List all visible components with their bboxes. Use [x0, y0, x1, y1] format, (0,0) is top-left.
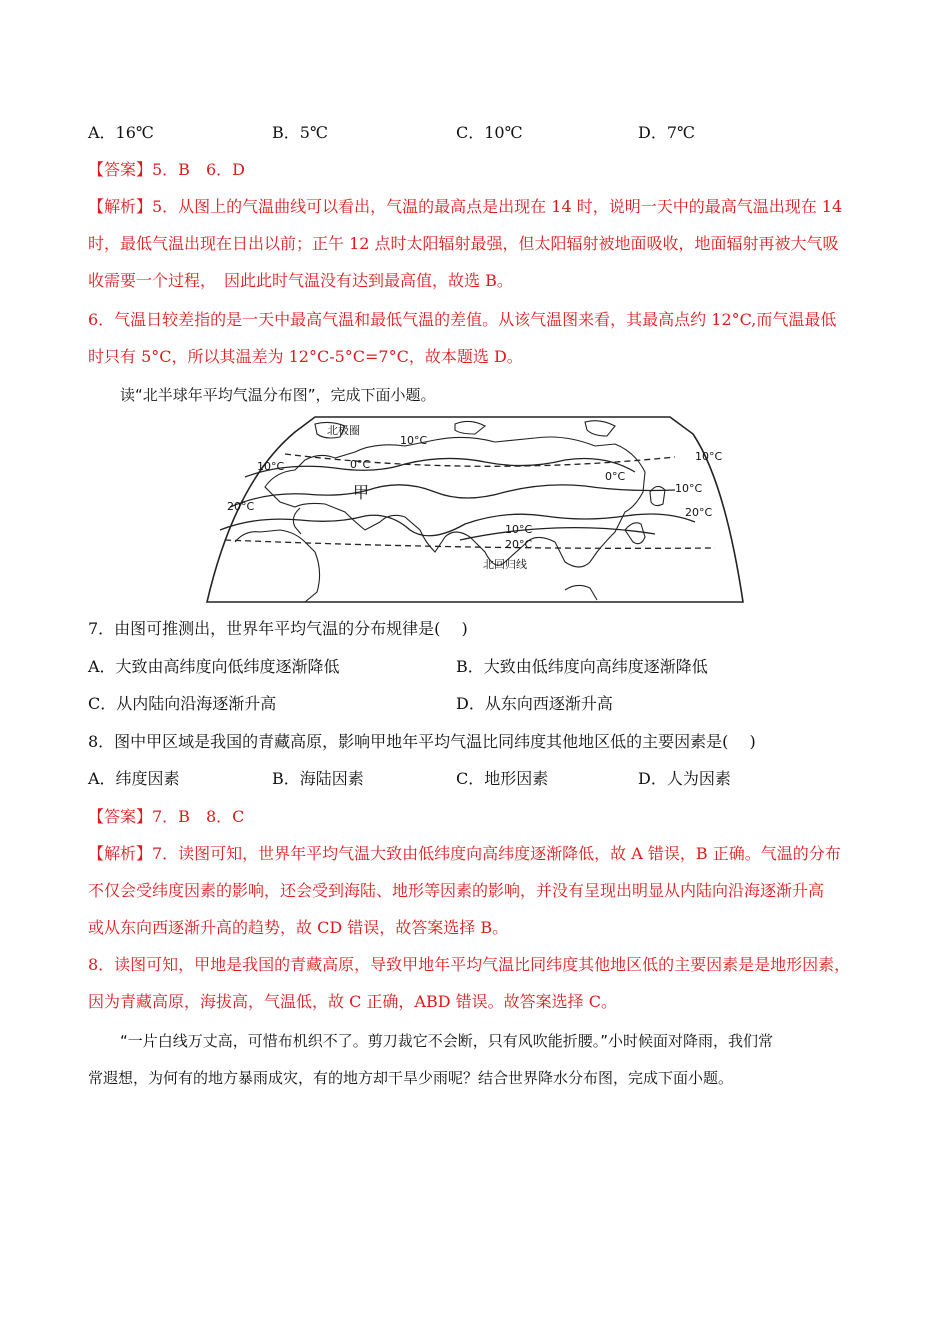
- label-isotherm: 10°C: [257, 460, 285, 473]
- analysis-6-line: 时只有 5°C，所以其温差为 12°C-5°C=7°C，故本题选 D。: [88, 347, 523, 366]
- q8-option-d: D．人为因素: [638, 769, 731, 788]
- q6-option-a: A．16℃: [88, 123, 154, 142]
- label-arctic-circle: 北极圈: [327, 424, 360, 437]
- q7-option-a: A．大致由高纬度向低纬度逐渐降低: [88, 657, 340, 676]
- q7-option-d: D．从东向西逐渐升高: [456, 694, 613, 713]
- label-isotherm: 10°C: [675, 482, 703, 495]
- analysis-7-line: 不仅会受纬度因素的影响，还会受到海陆、地形等因素的影响，并没有呈现出明显从内陆向沿海逐渐升高: [88, 881, 825, 900]
- northern-hemisphere-temperature-map: [205, 412, 745, 604]
- label-tropic-of-cancer: 北回归线: [483, 558, 527, 571]
- label-isotherm: 0°C: [350, 458, 371, 471]
- label-isotherm: 10°C: [695, 450, 723, 463]
- analysis-5-line: 时，最低气温出现在日出以前；正午 12 点时太阳辐射最强，但太阳辐射被地面吸收，地面辐射再被大气吸: [88, 234, 839, 253]
- q8-option-c: C．地形因素: [456, 769, 549, 788]
- q7-option-c: C．从内陆向沿海逐渐升高: [88, 694, 277, 713]
- analysis-6-line: 6．气温日较差指的是一天中最高气温和最低气温的差值。从该气温图来看，其最高点约 12°C,而气温最低: [88, 310, 837, 329]
- intro-7-8: 读“北半球年平均气温分布图”，完成下面小题。: [120, 386, 436, 404]
- analysis-7-line: 或从东向西逐渐升高的趋势，故 CD 错误，故答案选择 B。: [88, 918, 509, 937]
- analysis-5-line: 收需要一个过程， 因此此时气温没有达到最高值，故选 B。: [88, 271, 513, 290]
- analysis-8-line: 8．读图可知，甲地是我国的青藏高原，导致甲地年平均气温比同纬度其他地区低的主要因素是是地形因素，: [88, 955, 851, 974]
- analysis-5-line: 【解析】5．从图上的气温曲线可以看出，气温的最高点是出现在 14 时，说明一天中的最高气温出现在 14: [88, 197, 843, 216]
- analysis-7-line: 【解析】7．读图可知，世界年平均气温大致由低纬度向高纬度逐渐降低，故 A 错误，B 正确。气温的分布: [88, 844, 841, 863]
- label-isotherm: 20°C: [227, 500, 255, 513]
- map-frame: [207, 417, 743, 602]
- answer-5-6: 【答案】5．B 6．D: [88, 160, 245, 179]
- intro-next: “一片白线万丈高，可惜布机织不了。剪刀裁它不会断，只有风吹能折腰。”小时候面对降雨，我们常: [120, 1032, 774, 1050]
- label-isotherm: 10°C: [505, 523, 533, 536]
- q8-stem: 8．图中甲区域是我国的青藏高原，影响甲地年平均气温比同纬度其他地区低的主要因素是( ): [88, 732, 756, 751]
- q7-stem: 7．由图可推测出，世界年平均气温的分布规律是( ): [88, 619, 468, 638]
- intro-next: 常遐想，为何有的地方暴雨成灾，有的地方却干旱少雨呢？结合世界降水分布图，完成下面小题。: [88, 1069, 734, 1087]
- q8-option-a: A．纬度因素: [88, 769, 180, 788]
- q6-option-d: D．7℃: [638, 123, 695, 142]
- label-isotherm: 10°C: [400, 434, 428, 447]
- label-isotherm: 20°C: [505, 538, 533, 551]
- q6-option-b: B．5℃: [272, 123, 328, 142]
- analysis-8-line: 因为青藏高原，海拔高，气温低，故 C 正确，ABD 错误。故答案选择 C。: [88, 992, 617, 1011]
- label-isotherm: 20°C: [685, 506, 713, 519]
- answer-7-8: 【答案】7．B 8．C: [88, 807, 245, 826]
- q6-option-c: C．10℃: [456, 123, 523, 142]
- label-jia: 甲: [353, 483, 370, 502]
- q8-option-b: B．海陆因素: [272, 769, 364, 788]
- q7-option-b: B．大致由低纬度向高纬度逐渐降低: [456, 657, 708, 676]
- label-isotherm: 0°C: [605, 470, 626, 483]
